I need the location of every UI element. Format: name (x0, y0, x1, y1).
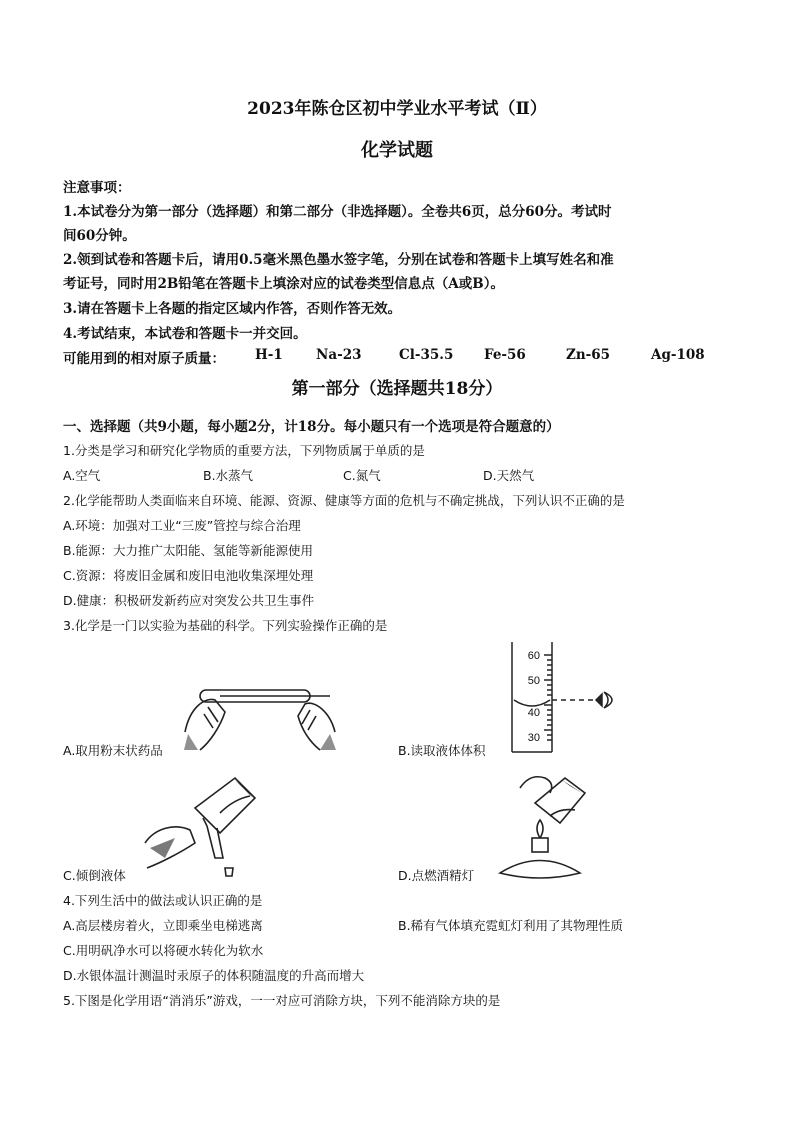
q3-option-c: C.倾倒液体 (63, 868, 126, 883)
tick-60: 60 (527, 650, 540, 662)
q4-option-d: D.水银体温计测温时汞原子的体积随温度的升高而增大 (63, 968, 365, 983)
q2-stem: 2.化学能帮助人类面临来自环境、能源、资源、健康等方面的危机与不确定挑战，下列认识不正确的是 (63, 493, 625, 508)
q2-option-b: B.能源：大力推广太阳能、氢能等新能源使用 (63, 543, 314, 558)
q1-option-b: B.水蒸气 (203, 468, 254, 483)
q4-option-b: B.稀有气体填充霓虹灯利用了其物理性质 (398, 918, 624, 933)
exam-title: 2023年陈仓区初中学业水平考试（Ⅱ） (247, 99, 547, 119)
q2-option-a: A.环境：加强对工业“三废”管控与综合治理 (63, 518, 301, 533)
q5-stem: 5.下图是化学用语“消消乐”游戏，一一对应可消除方块，下列不能消除方块的是 (63, 993, 501, 1008)
tick-40: 40 (527, 707, 540, 719)
lamp-body-shape (500, 861, 580, 879)
q4-option-c: C.用明矾净水可以将硬水转化为软水 (63, 943, 264, 958)
bottle-stopper-shape (225, 868, 233, 876)
q2-option-c: C.资源：将废旧金属和废旧电池收集深埋处理 (63, 568, 314, 583)
hand-shape (520, 777, 552, 793)
q1-option-a: A.空气 (63, 468, 101, 483)
q1-stem: 1.分类是学习和研究化学物质的重要方法，下列物质属于单质的是 (63, 443, 425, 458)
graduated-cylinder-illustration (500, 640, 630, 755)
q1-option-c: C.氮气 (343, 468, 381, 483)
q4-option-a: A.高层楼房着火，立即乘坐电梯逃离 (63, 918, 263, 933)
mass-fe: Fe-56 (484, 347, 526, 363)
masses-label: 可能用到的相对原子质量： (63, 351, 225, 367)
q2-option-d: D.健康：积极研发新药应对突发公共卫生事件 (63, 593, 315, 608)
pouring-liquid-illustration (135, 768, 265, 878)
note-4: 4.考试结束，本试卷和答题卡一并交回。 (63, 326, 307, 342)
mass-ag: Ag-108 (651, 347, 705, 363)
alcohol-lamp-illustration (490, 768, 590, 883)
notes-heading: 注意事项： (63, 180, 131, 196)
tick-50: 50 (527, 675, 540, 687)
flame-shape (537, 820, 543, 838)
note-2b: 考证号，同时用2B铅笔在答题卡上填涂对应的试卷类型信息点（A或B）。 (63, 276, 504, 292)
test-tube-shape (207, 826, 223, 858)
q4-stem: 4.下列生活中的做法或认识正确的是 (63, 893, 263, 908)
mass-h: H-1 (255, 347, 283, 363)
note-1a: 1.本试卷分为第一部分（选择题）和第二部分（非选择题）。全卷共6页，总分60分。考试时 (63, 204, 612, 220)
tick-30: 30 (527, 732, 540, 744)
note-3: 3.请在答题卡上各题的指定区域内作答，否则作答无效。 (63, 301, 402, 317)
note-1b: 间60分钟。 (63, 228, 136, 244)
powder-sampling-illustration (180, 672, 340, 752)
eye-icon (604, 692, 612, 708)
q3-option-d: D.点燃酒精灯 (398, 868, 475, 883)
q1-option-d: D.天然气 (483, 468, 535, 483)
note-2a: 2.领到试卷和答题卡后，请用0.5毫米黑色墨水签字笔，分别在试卷和答题卡上填写姓名和准 (63, 252, 614, 268)
part1-instruction: 一、选择题（共9小题，每小题2分，计18分。每小题只有一个选项是符合题意的） (63, 419, 560, 435)
q3-option-b: B.读取液体体积 (398, 743, 486, 758)
reagent-bottle-shape (195, 778, 255, 833)
lamp-neck-shape (532, 838, 548, 852)
part1-title: 第一部分（选择题共18分） (291, 379, 503, 399)
q3-option-a: A.取用粉末状药品 (63, 743, 163, 758)
exam-subtitle: 化学试题 (361, 140, 433, 161)
mass-cl: Cl-35.5 (399, 347, 454, 363)
mass-zn: Zn-65 (566, 347, 611, 363)
q3-stem: 3.化学是一门以实验为基础的科学。下列实验操作正确的是 (63, 618, 388, 633)
tilted-lamp-shape (535, 778, 585, 823)
mass-na: Na-23 (316, 347, 362, 363)
